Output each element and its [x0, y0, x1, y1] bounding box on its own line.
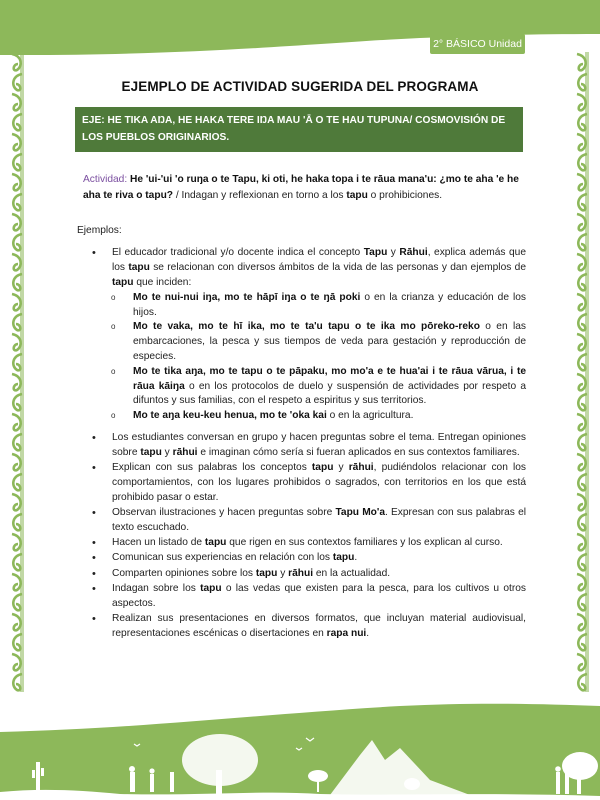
tapu-examples-sublist — [92, 291, 526, 424]
page-title: EJEMPLO DE ACTIVIDAD SUGERIDA DEL PROGRAMA — [121, 79, 479, 94]
eje-text: EJE: HE TIKA AŊA, HE HAKA TERE IŊA MAU 'Ā O TE HAU TUPUNA/ COSMOVISIÓN DE LOS PUEBLOS ORIGINARIOS. — [82, 115, 506, 143]
circle-bullet-icon: o — [111, 322, 116, 332]
examples-list-secondary — [92, 431, 526, 642]
circle-bullet-icon: o — [111, 411, 116, 421]
list-item: • Realizan sus presentaciones en diversos formatos, que incluyan material audiovisual, representaciones escénicas o disertaciones en rapa nui. — [92, 613, 526, 639]
sub-list-item: o Mo te nui-nui iŋa, mo te hāpī iŋa o te ŋā poki o en la crianza y educación de los hijos. — [111, 291, 526, 318]
list-item: • Comunican sus experiencias en relación con los tapu. — [92, 552, 358, 565]
right-ornament-border — [575, 52, 589, 692]
list-item: • Comparten opiniones sobre los tapu y rāhui en la actualidad. — [92, 567, 391, 580]
examples-label: Ejemplos: — [77, 225, 122, 236]
list-item: • Hacen un listado de tapu que rigen en sus contextos familiares y los explican al curso. — [92, 537, 503, 550]
bullet-icon: • — [92, 462, 96, 475]
examples-list-primary — [92, 246, 526, 424]
footer-landscape-decoration — [0, 700, 600, 800]
activity-statement: Actividad: He 'ui-'ui 'o ruŋa o te Tapu, ki oti, he haka topa i te rāua mana'u: ¿mo te aha 'e he aha te riva o tapu? / Indagan y reflexionan en torno a los tapu o prohibiciones. — [83, 174, 519, 201]
bullet-icon: • — [92, 582, 96, 595]
grade-unit-badge: 2° BÁSICO Unidad 3 — [430, 34, 525, 54]
bullet-icon: • — [92, 613, 96, 626]
circle-bullet-icon: o — [111, 292, 116, 302]
bullet-icon: • — [92, 552, 96, 565]
list-item: • Explican con sus palabras los conceptos tapu y rāhui, pudiéndolos relacionar con los comportamientos, con los lugares prohibidos o sagrados, con territorios en los que está prohibido pasar o estar. — [92, 462, 526, 503]
circle-bullet-icon: o — [111, 366, 116, 376]
eje-banner — [75, 107, 523, 152]
bullet-icon: • — [92, 506, 96, 519]
activity-label: Actividad: — [83, 174, 128, 185]
sub-list-item: o Mo te aŋa keu-keu henua, mo te 'oka kai o en la agricultura. — [111, 409, 526, 424]
left-ornament-border — [10, 52, 24, 692]
list-item: • Indagan sobre los tapu o las vedas que existen para la pesca, para los cultivos u otros aspectos. — [92, 582, 526, 609]
bullet-icon: • — [92, 432, 96, 444]
sub-list-item: o Mo te vaka, mo te hī ika, mo te ta'u tapu o te ika mo pōreko-reko o en las embarcaciones, la pesca y sus tiempos de veda para gestación y reproducción de especies. — [111, 321, 526, 363]
sub-list-item: o Mo te tika aŋa, mo te tapu o te pāpaku, mo mo'a e te hua'ai i te rāua vārua, i te rāua kāiŋa o en los protocolos de duelo y suspensión de actividades por respeto a difuntos y sus familias, con el respeto a espiritus y sus territorios. — [111, 365, 526, 407]
bullet-icon: • — [92, 537, 96, 550]
activity-title-rapanui: He 'ui-'ui 'o ruŋa o te Tapu, ki oti, he haka topa i te rāua mana'u: ¿mo te aha 'e he aha te riva o tapu? — [83, 174, 519, 201]
list-item: • Los estudiantes conversan en grupo y hacen preguntas sobre el tema. Entregan opiniones sobre tapu y rāhui e imaginan cómo sería si fueran aplicados en sus contextos familiares. — [92, 432, 526, 458]
bullet-icon: • — [92, 567, 96, 580]
list-item: • Observan ilustraciones y hacen preguntas sobre Tapu Mo'a. Expresan con sus palabras el texto escuchado. — [92, 506, 526, 533]
bullet-icon: • — [92, 247, 96, 259]
list-item: • El educador tradicional y/o docente indica el concepto Tapu y Rāhui, explica además que los tapu se relacionan con diversos ámbitos de la vida de las personas y dan ejemplos de tapu que inciden: — [92, 247, 526, 288]
